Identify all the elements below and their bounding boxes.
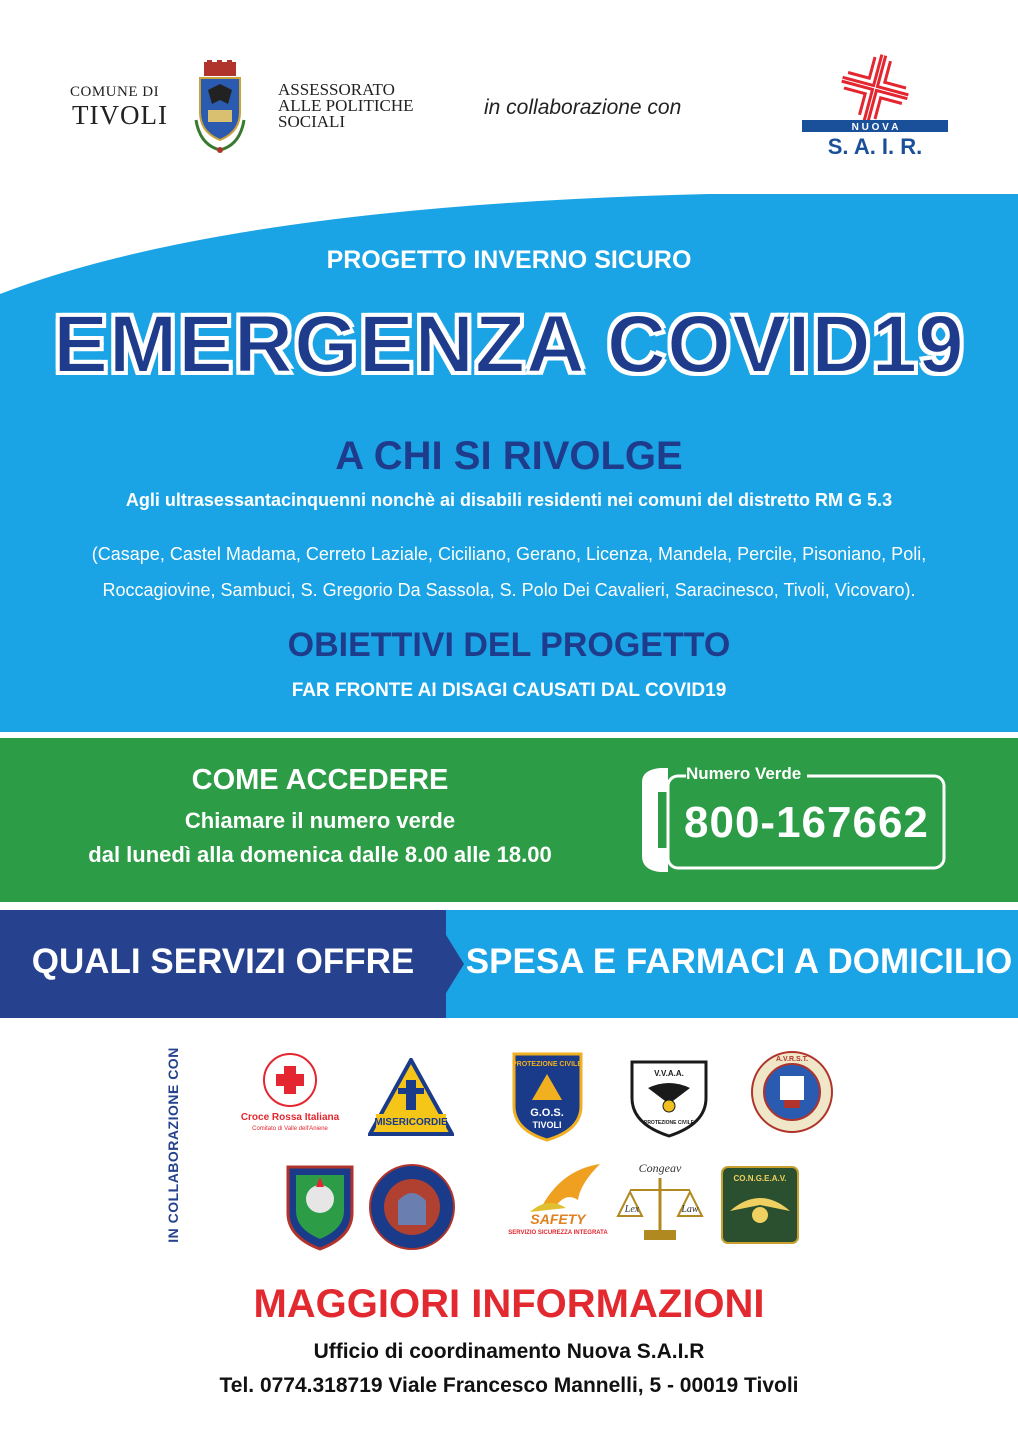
tivoli-crest-icon <box>190 60 250 155</box>
info-line-2: Tel. 0774.318719 Viale Francesco Mannelli, 5 - 00019 Tivoli <box>219 1374 799 1397</box>
lex-text: Lex <box>624 1204 640 1215</box>
access-title: COME ACCEDERE <box>191 764 449 796</box>
page-title: EMERGENZA COVID19 <box>53 299 965 390</box>
comune-small-label: COMUNE DI <box>70 84 160 100</box>
anc-seal-logo <box>368 1163 456 1251</box>
access-line-2: dal lunedì alla domenica dalle 8.00 alle 18.00 <box>88 842 552 867</box>
carabinieri-shield-logo <box>284 1163 356 1251</box>
gos-name-text: G.O.S. <box>530 1107 564 1119</box>
law-text: Law <box>681 1204 699 1215</box>
comune-name: TIVOLI <box>72 100 168 130</box>
congeav-badge-text: CO.N.G.E.A.V. <box>733 1174 787 1183</box>
partners-vertical-text: IN COLLABORAZIONE CON <box>165 1047 181 1243</box>
gos-city-text: TIVOLI <box>532 1120 562 1130</box>
audience-title: A CHI SI RIVOLGE <box>335 434 683 478</box>
gos-tivoli-logo <box>510 1050 585 1142</box>
vvaa-bottom-text: PROTEZIONE CIVILE <box>643 1120 695 1126</box>
objectives-title: OBIETTIVI DEL PROGETTO <box>287 626 731 664</box>
towns-line-1: (Casape, Castel Madama, Cerreto Laziale, Ciciliano, Gerano, Licenza, Mandela, Percile, Pisoniano, Poli, <box>91 544 927 564</box>
partners-vertical-label <box>158 1047 188 1243</box>
gos-top-text: PROTEZIONE CIVILE <box>511 1061 583 1068</box>
phone-number[interactable]: 800-167662 <box>684 798 929 847</box>
assessorato-line-3: SOCIALI <box>278 112 346 131</box>
assessorato-label <box>278 82 458 130</box>
phone-label: Numero Verde <box>686 764 807 784</box>
assessorato-line-2: ALLE POLITICHE <box>278 96 414 115</box>
collab-text: in collaborazione con <box>484 96 682 119</box>
avrst-text: A.V.R.S.T. <box>775 1056 809 1063</box>
congeav-script-text: Congeav <box>638 1161 682 1175</box>
info-line-1: Ufficio di coordinamento Nuova S.A.I.R <box>313 1340 705 1363</box>
project-subtitle: PROGETTO INVERNO SICURO <box>326 246 692 274</box>
phone-icon <box>642 768 668 872</box>
objectives-description: FAR FRONTE AI DISAGI CAUSATI DAL COVID19 <box>291 680 727 701</box>
vvaa-top-text: V.V.A.A. <box>654 1069 684 1078</box>
access-line-1: Chiamare il numero verde <box>184 808 456 833</box>
croce-rossa-logo <box>240 1050 340 1140</box>
header-left <box>70 70 470 170</box>
safety-logo <box>500 1160 616 1240</box>
avrst-logo <box>750 1050 834 1134</box>
congeav-scales-logo <box>610 1160 710 1246</box>
towns-line-2: Roccagiovine, Sambuci, S. Gregorio Da Sassola, S. Polo Dei Cavalieri, Saracinesco, Tivoli, Vicovaro). <box>102 580 916 600</box>
congeav-badge-logo <box>720 1165 800 1245</box>
vvaa-logo <box>628 1058 710 1138</box>
services-label: QUALI SERVIZI OFFRE <box>31 942 415 981</box>
safety-sub-text: SERVIZIO SICUREZZA INTEGRATA <box>508 1230 608 1236</box>
safety-text: SAFETY <box>530 1211 586 1227</box>
audience-description: Agli ultrasessantacinquenni nonchè ai disabili residenti nei comuni del distretto RM G 5.3 <box>125 490 893 510</box>
assessorato-line-1: ASSESSORATO <box>278 80 395 99</box>
services-value: SPESA E FARMACI A DOMICILIO <box>465 942 1013 981</box>
info-title: MAGGIORI INFORMAZIONI <box>253 1282 765 1326</box>
croce-rossa-text: Croce Rossa Italiana <box>240 1112 340 1123</box>
towns-list <box>0 536 1018 608</box>
misericordie-logo <box>368 1058 454 1138</box>
sair-top-text: N U O V A <box>851 122 899 133</box>
croce-rossa-sub-text: Comitato di Valle dell'Aniene <box>252 1126 328 1132</box>
nuova-sair-logo <box>800 50 950 160</box>
misericordie-text: MISERICORDIE <box>374 1117 448 1128</box>
sair-bottom-text: S. A. I. R. <box>827 134 923 159</box>
